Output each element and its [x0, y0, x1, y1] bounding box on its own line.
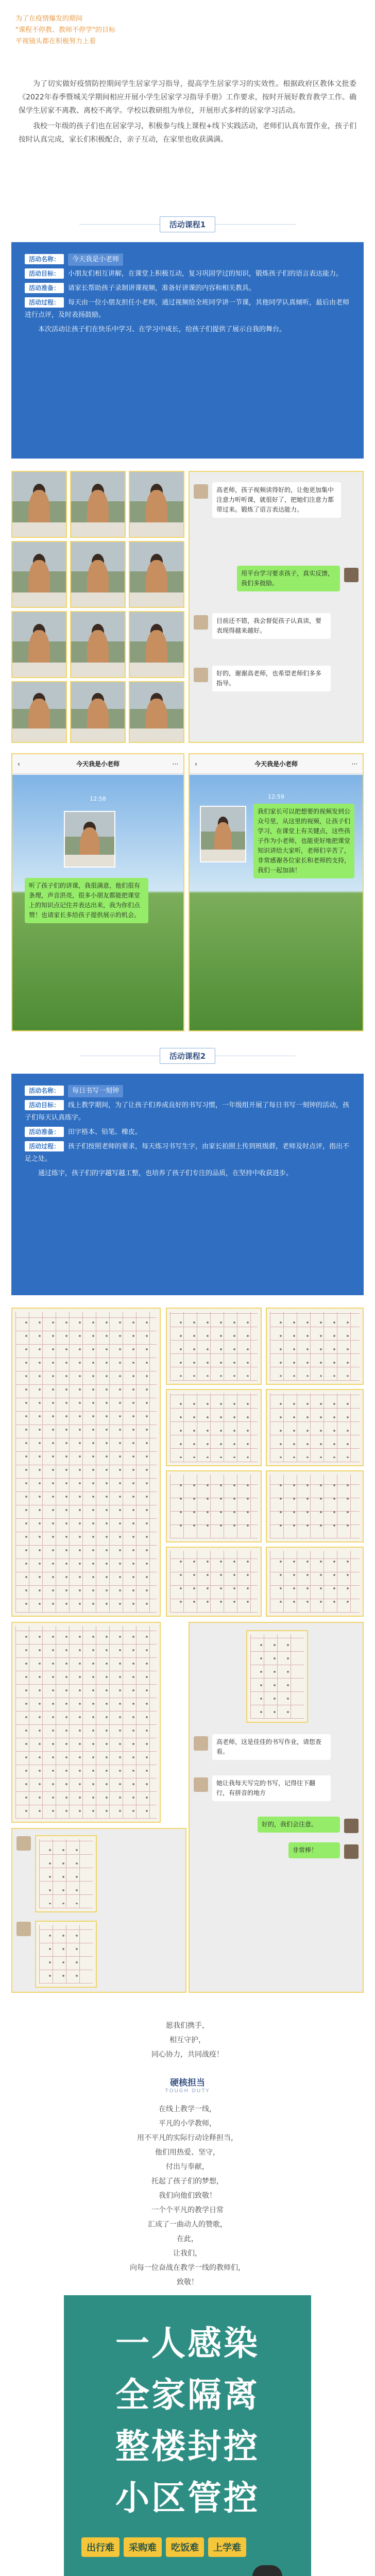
- chat-message: 高老师，这是佳佳的书写作业，请您查看。: [212, 1734, 331, 1760]
- parent-chat-screenshot-2: [11, 1828, 186, 1993]
- section-1-summary: 本次活动让孩子们在快乐中学习、在学习中成长，给孩子们提供了展示自我的舞台。: [38, 326, 286, 333]
- back-icon: ‹: [18, 760, 20, 768]
- avatar: [344, 568, 359, 582]
- intro-paragraph-1: 为了切实做好疫情防控期间学生居家学习指导，提高学生居家学习的实效性。根据政府区教体文批委《2022年春季暨城关学期间相应开展小学生居家学习指导手册》工作要求，按时开展好教育教学工作。确保学生居家不离教、离校不离学。学校以教研组为单位，开展形式多样的居家学习活动。: [19, 80, 356, 115]
- back-icon: ‹: [195, 760, 197, 768]
- poster-chip: 采购难: [124, 2537, 162, 2557]
- student-photo: [129, 611, 184, 678]
- parent-chat-screenshot: [189, 471, 364, 743]
- poster-line-4: 小区管控: [115, 2478, 260, 2518]
- section-2-info-box: [11, 1074, 364, 1295]
- chat-message: 好的，谢谢高老师，也希望老师们多多指导。: [212, 666, 331, 691]
- section-1-title-text: 活动课程1: [160, 216, 215, 232]
- poster-line-2: 全家隔离: [115, 2375, 260, 2415]
- closing-text-1: 愿我们携手， 相互守护， 同心协力，共同战疫！: [151, 2022, 224, 2059]
- student-photo: [11, 541, 67, 608]
- info-row: 活动目标： 小朋友们相互讲解，在课堂上积极互动，复习巩固学过的知识，锻炼孩子们的语言表达能力。: [25, 268, 350, 280]
- handwriting-photo: [266, 1308, 364, 1385]
- student-photo: [70, 681, 126, 743]
- avatar: [344, 1819, 359, 1833]
- handwriting-photo: [166, 1547, 262, 1617]
- hard-duty-title: 硬核担当: [170, 2078, 205, 2088]
- activity-name: 每日书写一刻钟: [68, 1085, 123, 1097]
- info-row: 活动过程： 每天由一位小朋友担任小老师，通过视频给全班同学讲一节课，其他同学认真倾听，最后由老师进行点评，及时表扬鼓励。: [25, 297, 350, 321]
- chat-message: 好的，我们会注意。: [258, 1817, 340, 1833]
- chat-message: 高老师，孩子视频读得好的，让他更加集中注意力听听课，就很好了，把她们注意力都带过来。锻炼了语言表达能力。: [212, 482, 341, 518]
- phone-screenshot-left: [11, 753, 184, 1031]
- handwriting-photo: [166, 1308, 262, 1385]
- section-2-title-text: 活动课程2: [160, 1048, 215, 1064]
- info-row: 活动名称： 每日书写一刻钟: [25, 1085, 350, 1097]
- student-photo: [129, 681, 184, 743]
- more-icon: ···: [172, 760, 178, 768]
- poster-chip: 吃饭难: [166, 2537, 204, 2557]
- handwriting-photo: [266, 1389, 364, 1466]
- handwriting-photo: [35, 1921, 97, 1988]
- student-video-frame: [200, 806, 246, 862]
- handwriting-photo: [35, 1835, 97, 1912]
- handwriting-photo: [166, 1389, 262, 1466]
- avatar: [194, 615, 208, 630]
- doctor-illustration: [239, 2563, 296, 2576]
- photo-grid-1: [11, 471, 364, 1038]
- chat-message: 我们家长可以把想要的视频发到公众号里，从这里的视频，让孩子们学习，在课堂上有关键点，这些孩子作为小老师，也能更好地把课堂知识讲给大家听，老师们辛苦了，非常感谢各位家长和老师的支持，我们一起加油！: [253, 804, 354, 878]
- poster-line-1: 一人感染: [115, 2324, 260, 2363]
- poster-line-3: 整楼封控: [115, 2427, 260, 2466]
- hard-duty-subtitle: TOUGH DUTY: [165, 2088, 210, 2094]
- poster-chips: [81, 2537, 246, 2557]
- phone-title: 今天我是小老师: [76, 760, 120, 768]
- poster-chip: 出行难: [81, 2537, 120, 2557]
- handwriting-photo: [266, 1547, 364, 1617]
- student-photo: [70, 471, 126, 538]
- phone-screenshot-right: [189, 753, 364, 1031]
- timestamp: 12:58: [90, 795, 106, 802]
- section-1-title: [0, 206, 375, 242]
- handwriting-photo: [246, 1630, 308, 1723]
- header-line-1: 为了在疫情爆发的期间: [15, 15, 83, 23]
- chat-message: 目前还不错，我会督促孩子认真读，要表现得越来越好。: [212, 613, 331, 639]
- handwriting-photo: [11, 1622, 161, 1823]
- student-photo: [129, 541, 184, 608]
- avatar: [194, 1777, 208, 1792]
- header-line-3: 平视镜头都在积极努力上着: [15, 38, 96, 45]
- article-header: [0, 0, 375, 77]
- activity-name: 今天我是小老师: [68, 253, 123, 266]
- student-photo: [11, 471, 67, 538]
- info-row: 活动准备： 请家长帮助孩子录制讲课视频，准备好讲课的内容和相关教具。: [25, 282, 350, 295]
- student-photo: [129, 471, 184, 538]
- avatar: [344, 1844, 359, 1859]
- phone-title: 今天我是小老师: [254, 760, 298, 768]
- student-photo: [11, 611, 67, 678]
- chat-message: 她让我每天写完的书写，记得往下翻行，有拼音的地方: [212, 1775, 331, 1801]
- info-row: 活动名称： 今天我是小老师: [25, 253, 350, 266]
- info-row: 活动过程： 孩子们按照老师的要求，每天练习书写生字，由家长拍照上传到班级群，老师及时点评，指出不足之处。: [25, 1141, 350, 1165]
- avatar: [194, 484, 208, 499]
- section-1-info-box: [11, 242, 364, 459]
- student-photo: [70, 611, 126, 678]
- teacher-chat-screenshot: [189, 1622, 364, 1993]
- info-row: 活动目标： 线上教学期间，为了让孩子们养成良好的书写习惯，一年级组开展了每日书写一刻钟的活动，孩子们每天认真练字。: [25, 1099, 350, 1124]
- avatar: [16, 1922, 31, 1936]
- chat-message: 非常棒！: [288, 1842, 340, 1858]
- handwriting-photo: [266, 1470, 364, 1543]
- student-photo: [11, 681, 67, 743]
- more-icon: ···: [351, 760, 357, 768]
- intro-paragraph-2: 我校一年级的孩子们也在居家学习，积极参与线上课程+线下实践活动，老师们认真布置作业，孩子们按时认真完成，家长们积极配合，亲子互动，在家里也收获满满。: [19, 122, 356, 144]
- timestamp: 12:59: [268, 793, 284, 800]
- header-line-2: "课程不停教、教师不停学"的目标: [15, 26, 115, 34]
- chat-message: 用平台学习要求孩子，真实反馈，我们多鼓励。: [237, 566, 340, 591]
- poster-chip: 上学难: [208, 2537, 246, 2557]
- avatar: [194, 668, 208, 682]
- epidemic-poster: [64, 2295, 311, 2576]
- student-video-frame: [64, 811, 115, 868]
- info-row: 活动准备： 田字格本、铅笔、橡皮。: [25, 1126, 350, 1139]
- chat-message: 听了孩子们的讲课，我很满意，他们很有条理，声音洪亮，很多小朋友都能把课堂上的知识点记住并表达出来，我为你们点赞！也请家长多给孩子提供展示的机会。: [25, 878, 148, 923]
- section-2-summary: 通过练字，孩子们的字越写越工整，也培养了孩子们专注的品质，在坚持中收获进步。: [38, 1170, 293, 1177]
- avatar: [16, 1836, 31, 1851]
- intro-text: [19, 77, 356, 206]
- student-photo: [70, 541, 126, 608]
- handwriting-photo: [166, 1470, 262, 1543]
- section-2-title: [0, 1038, 375, 1074]
- handwriting-grid: [11, 1308, 364, 1998]
- handwriting-photo: [11, 1308, 161, 1617]
- avatar: [194, 1736, 208, 1751]
- closing-text-2: 在线上教学一线， 平凡的小学教师， 用不平凡的实际行动诠释担当， 他们用热爱、坚守， 付出与奉献， 托起了孩子们的梦想， 我们向他们致敬！ 一个个平凡的教学日常 汇成了一曲动人的赞歌， 在此， 让我们， 向每一位奋战在教学一线的教师们， 致敬！: [130, 2105, 245, 2286]
- hard-duty-heading: [0, 2075, 375, 2094]
